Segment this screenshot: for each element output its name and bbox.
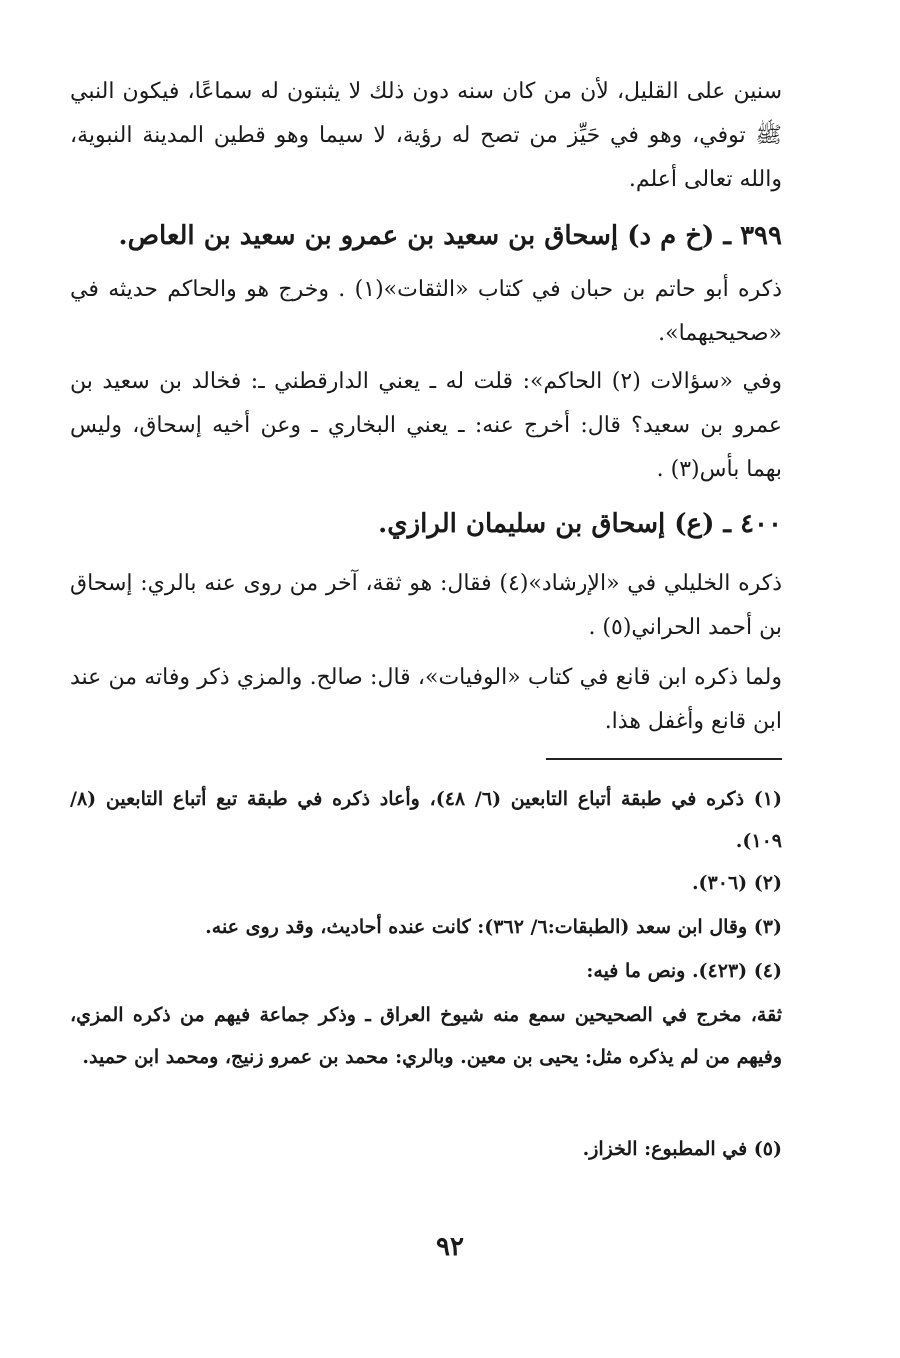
footnote-divider bbox=[546, 758, 782, 760]
footnote-4: (٤) (٤٢٣). ونص ما فيه: bbox=[586, 960, 782, 982]
footnote-1: (١) ذكره في طبقة أتباع التابعين (٦/ ٤٨)، وأعاد ذكره في طبقة تبع أتباع التابعين (٨/ ١٠٩). bbox=[70, 788, 782, 852]
paragraph-399-suaalat: وفي «سؤالات (٢) الحاكم»: قلت له ـ يعني الدارقطني ـ: فخالد بن سعيد بن عمرو بن سعيد؟ قال: أخرج عنه: ـ يعني البخاري ـ وعن أخيه إسحاق، وليس بهما بأس(٣) . bbox=[70, 369, 782, 482]
footnote-3: (٣) وقال ابن سعد (الطبقات:٦/ ٣٦٢): كانت عنده أحاديث، وقد روى عنه. bbox=[205, 916, 782, 938]
paragraph-399-thiqat: ذكره أبو حاتم بن حبان في كتاب «الثقات»(١) . وخرج هو والحاكم حديثه في «صحيحيهما». bbox=[70, 277, 782, 346]
paragraph-400-irshad: ذكره الخليلي في «الإرشاد»(٤) فقال: هو ثقة، آخر من روى عنه بالري: إسحاق بن أحمد الحراني(٥) . bbox=[70, 571, 782, 640]
footnote-2: (٢) (٣٠٦). bbox=[691, 872, 782, 894]
page-number: ٩٢ bbox=[436, 1232, 464, 1262]
footnote-5: (٥) في المطبوع: الخزاز. bbox=[582, 1138, 782, 1160]
paragraph-continuation: سنين على القليل، لأن من كان سنه دون ذلك لا يثبتون له سماعًا، فيكون النبي ﷺ توفي، وهو في حَيِّز من تصح له رؤية، لا سيما وهو قطين المدينة النبوية، والله تعالى أعلم. bbox=[70, 79, 782, 192]
entry-heading-399: ٣٩٩ ـ (خ م د) إسحاق بن سعيد بن عمرو بن سعيد بن العاص. bbox=[118, 221, 782, 251]
footnote-4-quote: ثقة، مخرج في الصحيحين سمع منه شيوخ العراق ـ وذكر جماعة فيهم من ذكره المزي، وفيهم من لم يذكره مثل: يحيى بن معين. وبالري: محمد بن عمرو زنيج، ومحمد ابن حميد. bbox=[70, 1004, 782, 1068]
paragraph-400-wafayat: ولما ذكره ابن قانع في كتاب «الوفيات»، قال: صالح. والمزي ذكر وفاته من عند ابن قانع وأغفل هذا. bbox=[70, 665, 782, 734]
entry-heading-400: ٤٠٠ ـ (ع) إسحاق بن سليمان الرازي. bbox=[378, 509, 782, 539]
